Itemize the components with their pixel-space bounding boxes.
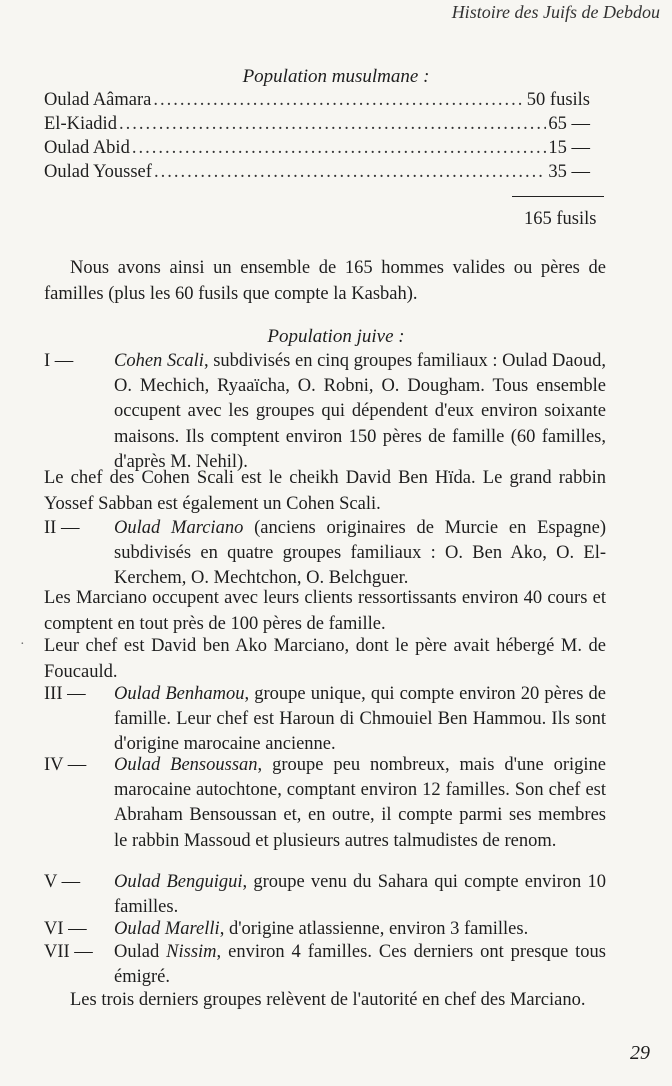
muslim-row-value: 15 — (548, 138, 590, 158)
group-prefix: Oulad (114, 942, 167, 962)
dot-leader (119, 114, 546, 135)
marciano-note: Les Marciano occupent avec leurs clients ressortissants environ 40 cours et comptent en tout près de 100 pères de famille. (44, 588, 606, 634)
jewish-group-entry (44, 940, 606, 990)
cohen-note: Le chef des Cohen Scali est le cheikh David Ben Hïda. Le grand rabbin Yossef Sabban est également un Cohen Scali. (44, 468, 606, 514)
muslim-row (44, 162, 590, 184)
jewish-group-entry (44, 349, 606, 475)
dot-leader (153, 90, 524, 111)
muslim-row-name: Oulad Abid (44, 138, 130, 158)
group-description: , d'origine atlassienne, environ 3 familles. (219, 919, 529, 939)
muslim-population-title: Population musulmane : (242, 66, 430, 87)
muslim-row-name: El-Kiadid (44, 114, 117, 134)
jewish-group-entry (44, 753, 606, 854)
jewish-population-title: Population juive : (267, 326, 405, 347)
group-description: (anciens originaires de Murcie en Espagne) subdivisés en quatre groupes familiaux : O. Ben Ako, O. El-Kerchem, O. Mechtchon, O. Belchguer. (114, 518, 606, 589)
group-number: IV — (44, 755, 87, 775)
marciano-chief-note: Leur chef est David ben Ako Marciano, dont le père avait hébergé M. de Foucauld. (44, 636, 606, 682)
summary-paragraph: Nous avons ainsi un ensemble de 165 hommes valides ou pères de familles (plus les 60 fusils que compte la Kasbah). (44, 258, 606, 304)
jewish-group-entry (44, 917, 606, 942)
sum-rule (512, 196, 604, 197)
group-name: Nissim (166, 942, 217, 962)
margin-mark: · (20, 637, 25, 652)
group-name: Cohen Scali (114, 351, 204, 371)
group-description: , environ 4 familles. Ces derniers ont presque tous émigré. (114, 942, 606, 988)
group-number: VII — (44, 942, 93, 962)
group-name: Oulad Marciano (114, 518, 244, 538)
muslim-row-value: 50 fusils (526, 90, 590, 110)
jewish-group-entry (44, 516, 606, 592)
group-name: Oulad Benguigui (114, 872, 243, 892)
closing-paragraph: Les trois derniers groupes relèvent de l'autorité en chef des Marciano. (70, 990, 586, 1010)
group-description: , subdivisés en cinq groupes familiaux : Oulad Daoud, O. Mechich, Ryaaïcha, O. Robni, O. Dougham. Tous ensemble occupent avec les groupes qui dépendent d'eux environ soixante maisons. Ils comptent environ 150 pères de famille (60 familles, d'après M. Nehil). (114, 351, 606, 472)
group-description: , groupe peu nombreux, mais d'une origine marocaine autochtone, comptant environ 12 familles. Son chef est Abraham Bensoussan et, en outre, il compte parmi ses membres le rabbin Massoud et plusieurs autres talmudistes de renom. (114, 755, 606, 851)
running-head: Histoire des Juifs de Debdou (451, 2, 660, 22)
muslim-row (44, 114, 590, 136)
group-number: I — (44, 351, 74, 371)
muslim-row-name: Oulad Youssef (44, 162, 152, 182)
jewish-group-entry (44, 870, 606, 920)
group-number: VI — (44, 919, 87, 939)
group-number: V — (44, 872, 81, 892)
group-name: Oulad Marelli (114, 919, 220, 939)
page-number: 29 (630, 1042, 650, 1064)
muslim-row-value: 35 — (548, 162, 590, 182)
group-number: II — (44, 518, 80, 538)
group-name: Oulad Benhamou (114, 684, 245, 704)
muslim-row-value: 65 — (548, 114, 590, 134)
dot-leader (132, 138, 547, 159)
muslim-total: 165 fusils (524, 209, 597, 229)
dot-leader (154, 162, 546, 183)
group-name: Oulad Bensoussan (114, 755, 258, 775)
muslim-row-name: Oulad Aâmara (44, 90, 152, 110)
group-description: , groupe unique, qui compte environ 20 pères de famille. Leur chef est Haroun di Chmouiel Ben Hammou. Ils sont d'origine marocaine ancienne. (114, 684, 607, 755)
jewish-group-entry (44, 682, 606, 758)
group-description: , groupe venu du Sahara qui compte environ 10 familles. (114, 872, 606, 918)
muslim-row (44, 138, 590, 160)
group-number: III — (44, 684, 86, 704)
muslim-row (44, 90, 590, 112)
